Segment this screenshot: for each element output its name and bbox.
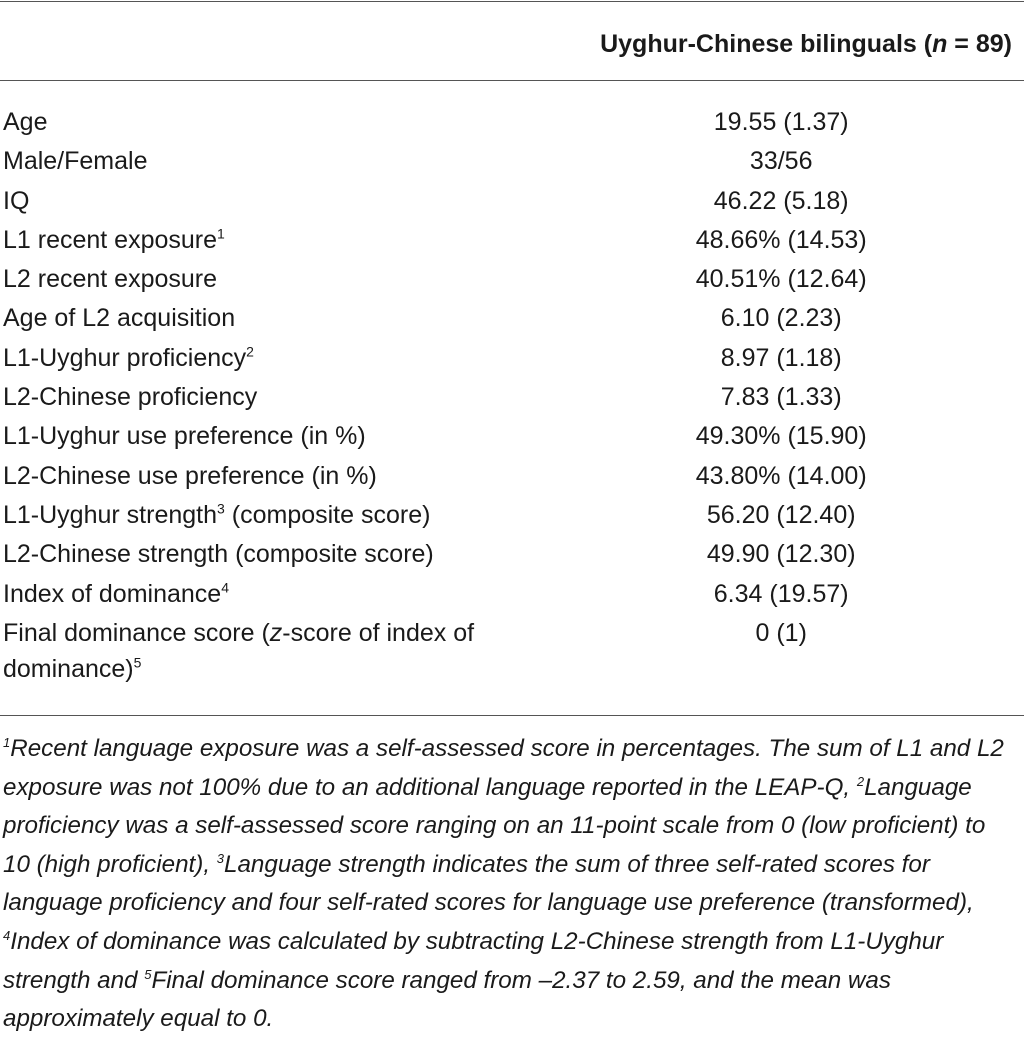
row-value: 56.20 (12.40) (706, 500, 856, 529)
row-label (0, 300, 508, 336)
table-row (0, 379, 1024, 418)
row-label (0, 183, 508, 219)
footnote-marker: 1 (217, 225, 225, 242)
row-label (0, 340, 508, 376)
row-label-text: L1-Uyghur use preference (in %) (3, 422, 366, 451)
footnote-text: Recent language exposure was a self-assessed score in percentages. The sum of L1 and L2 exposure was not 100% due to an additional language reported in the LEAP-Q, (3, 735, 1004, 801)
column-header: Uyghur-Chinese bilinguals (n = 89) (600, 30, 1012, 58)
table-footnote (3, 730, 1018, 1039)
row-label-suffix: (composite score) (224, 500, 431, 529)
n-value: = 89 (947, 30, 1004, 58)
footnote-marker: 5 (133, 654, 142, 671)
top-rule (0, 1, 1024, 2)
row-label (0, 418, 508, 454)
footnote-marker: 4 (221, 579, 229, 596)
table-row (0, 183, 1024, 222)
table-row (0, 418, 1024, 457)
row-label-text: L1 recent exposure (3, 225, 218, 254)
table-row-final-dominance (0, 615, 1024, 695)
footnote-marker: 5 (144, 966, 152, 982)
footnote-text: Index of dominance was calculated by subtracting L2-Chinese strength from L1-Uyghur strength and (3, 927, 944, 994)
row-label-text: IQ (3, 186, 30, 215)
row-value: 33/56 (749, 147, 813, 176)
row-label-text: L1-Uyghur strength (3, 500, 218, 529)
table-row (0, 104, 1024, 143)
row-label (0, 615, 508, 687)
table-row (0, 340, 1024, 379)
footnote-marker: 2 (246, 343, 254, 360)
footnote-marker: 3 (216, 850, 225, 866)
row-label-text: Index of dominance (3, 579, 222, 608)
footnote-marker: 3 (217, 500, 225, 517)
table-body (0, 104, 1024, 695)
row-value: 43.80% (14.00) (695, 461, 867, 490)
row-value: 6.10 (2.23) (720, 304, 842, 333)
row-value: 19.55 (1.37) (713, 108, 849, 136)
row-label-italic: z (269, 618, 283, 647)
row-label-text: L2-Chinese use preference (in %) (3, 461, 377, 490)
row-value: 40.51% (12.64) (695, 265, 867, 294)
row-label (0, 497, 508, 533)
footnote-marker: 2 (856, 773, 865, 789)
footnote-marker: 1 (3, 734, 11, 750)
row-label-text: L2-Chinese proficiency (3, 383, 258, 412)
table-row (0, 536, 1024, 575)
row-label (0, 143, 508, 179)
row-label (0, 222, 508, 258)
row-value: 49.90 (12.30) (706, 540, 856, 569)
header-rule (0, 80, 1024, 81)
row-value: 7.83 (1.33) (720, 383, 842, 412)
table-row (0, 300, 1024, 339)
row-label-text: L2 recent exposure (3, 265, 218, 294)
table-row (0, 458, 1024, 497)
row-label (0, 576, 508, 612)
table-row (0, 576, 1024, 615)
row-label (0, 536, 508, 572)
row-value: 48.66% (14.53) (695, 225, 867, 254)
row-value: 49.30% (15.90) (695, 422, 867, 451)
row-value: 8.97 (1.18) (720, 343, 842, 372)
footnote-text: Final dominance score ranged from –2.37 to 2.59, and the mean was approximately equal to 0. (3, 966, 891, 1033)
row-label-text: Final dominance score ( (3, 618, 270, 647)
row-label-text: L1-Uyghur proficiency (3, 343, 247, 372)
table-row (0, 222, 1024, 261)
footnote-marker: 4 (3, 927, 11, 943)
row-label (0, 379, 508, 415)
row-label (0, 104, 508, 140)
row-label (0, 261, 508, 297)
n-label: n (932, 30, 948, 58)
row-label-text: Age of L2 acquisition (3, 304, 236, 333)
row-value: 46.22 (5.18) (713, 186, 849, 215)
table-row (0, 497, 1024, 536)
bottom-rule (0, 715, 1024, 716)
column-title: Uyghur-Chinese bilinguals (600, 30, 917, 58)
row-value: 0 (1) (755, 618, 807, 647)
row-label (0, 458, 508, 494)
row-label-text: L2-Chinese strength (composite score) (3, 540, 434, 569)
footnote-text: Language proficiency was a self-assessed score ranging on an 11-point scale from 0 (low proficient) to 10 (high proficient), (3, 773, 986, 878)
footnote-text: Language strength indicates the sum of three self-rated scores for language proficiency and four self-rated scores for language use preference (transformed), (3, 850, 974, 917)
table-row (0, 261, 1024, 300)
row-label-text: -score of index of dominance) (3, 618, 475, 683)
row-value: 6.34 (19.57) (713, 579, 849, 608)
row-label-text: Age (3, 108, 48, 136)
row-label-text: Male/Female (3, 147, 148, 176)
table-row (0, 143, 1024, 182)
